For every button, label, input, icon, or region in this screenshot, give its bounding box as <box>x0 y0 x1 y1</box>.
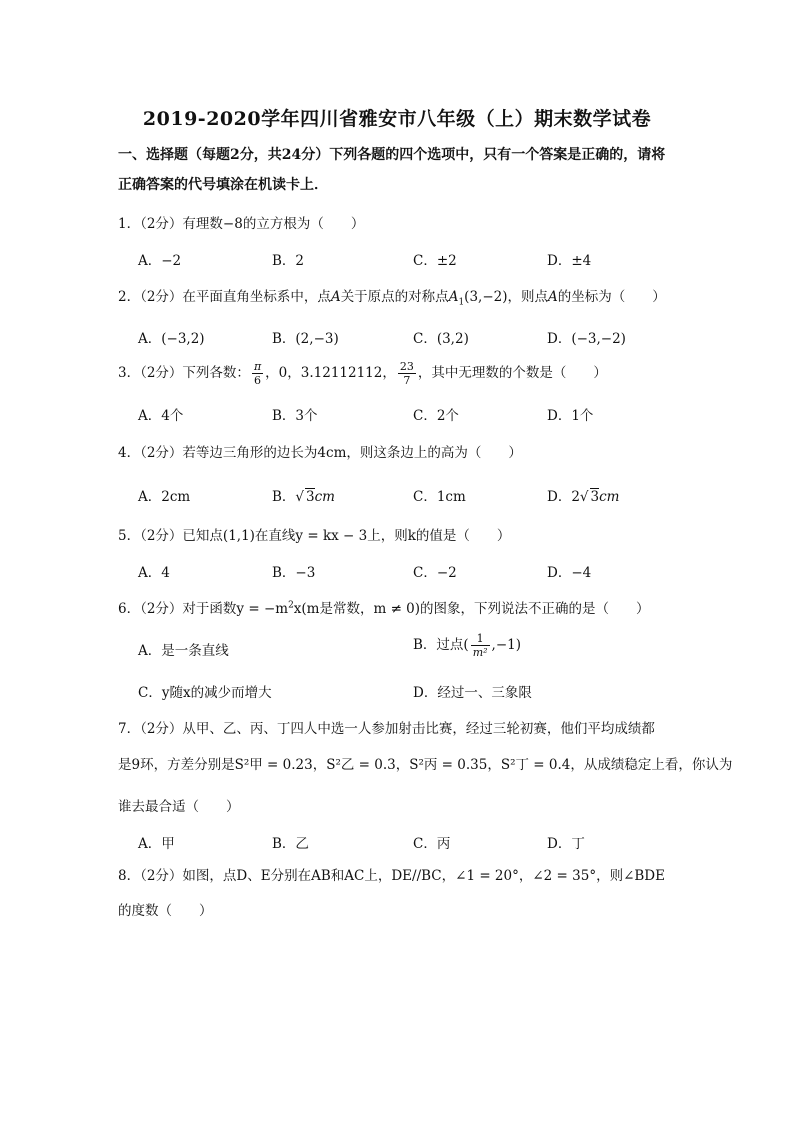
section-line-1: 一、选择题（每题2分，共24分）下列各题的四个选项中，只有一个答案是正确的，请将 <box>118 147 666 163</box>
q1-option-d: D．±4 <box>547 253 592 269</box>
q4-option-d: D．2√ 3cm <box>547 489 620 505</box>
q6-option-d: D．经过一、三象限 <box>413 685 532 701</box>
q7-option-b: B．乙 <box>272 836 309 852</box>
fraction-1-over-m-squared: $\frac{1}{\text{m²}}$ <box>472 632 488 659</box>
q5-option-d: D．−4 <box>547 565 592 581</box>
q6-option-a: A．是一条直线 <box>138 643 229 659</box>
q7-option-c: C．丙 <box>413 836 451 852</box>
q1-option-a: A．−2 <box>138 253 182 269</box>
q1-option-c: C．±2 <box>413 253 457 269</box>
q1-option-b: B．2 <box>272 253 305 269</box>
q7-option-a: A．甲 <box>138 836 175 852</box>
question-3-stem: 3．（2分）下列各数： $\frac{\pi}{6}$ ，0，3.12112112， $\frac{23}{7}$ ，其中无理数的个数是（ ） <box>118 360 607 387</box>
question-5-stem: 5．（2分）已知点(1,1)在直线y = kx − 3上，则k的值是（ ） <box>118 528 511 544</box>
question-7-line-3: 谁去最合适（ ） <box>118 799 240 815</box>
question-8-line-2: 的度数（ ） <box>118 903 213 919</box>
question-7-line-2: 是9环，方差分别是S²甲 = 0.23，S²乙 = 0.3，S²丙 = 0.35，S²丁 = 0.4，从成绩稳定上看，你认为 <box>118 757 733 773</box>
q2-option-d: D．(−3,−2) <box>547 331 626 347</box>
q4-option-b: B．√ 3cm <box>272 489 335 505</box>
q6-option-b: B．过点( $\frac{1}{\text{m²}}$ ,−1) <box>413 632 521 659</box>
q4-option-c: C．1cm <box>413 489 466 505</box>
question-1-stem: 1．（2分）有理数−8的立方根为（ ） <box>118 216 365 232</box>
q5-option-b: B．−3 <box>272 565 316 581</box>
section-line-2: 正确答案的代号填涂在机读卡上． <box>118 177 328 193</box>
question-8-line-1: 8．（2分）如图，点D、E分别在AB和AC上，DE//BC，∠1 = 20°，∠2 = 35°，则∠BDE <box>118 868 665 884</box>
q2-option-a: A．(−3,2) <box>138 331 205 347</box>
q3-option-b: B．3个 <box>272 408 318 424</box>
q3-option-a: A．4个 <box>138 408 184 424</box>
q6-option-c: C．y随x的减少而增大 <box>138 685 272 701</box>
fraction-pi-over-6: $\frac{\pi}{6}$ <box>253 360 262 387</box>
section-heading <box>118 140 688 200</box>
q2-option-c: C．(3,2) <box>413 331 469 347</box>
question-6-stem: 6．（2分）对于函数$y = -m^2x(m$是常数，m ≠ 0)的图象，下列说法不正确的是（ ） <box>118 600 650 617</box>
q3-option-c: C．2个 <box>413 408 459 424</box>
q7-option-d: D．丁 <box>547 836 585 852</box>
q2-option-b: B．(2,−3) <box>272 331 339 347</box>
q5-option-a: A．4 <box>138 565 170 581</box>
fraction-23-over-7: $\frac{23}{7}$ <box>399 360 414 387</box>
page-title: 2019-2020学年四川省雅安市八年级（上）期末数学试卷 <box>142 108 652 130</box>
question-7-line-1: 7．（2分）从甲、乙、丙、丁四人中选一人参加射击比赛，经过三轮初赛，他们平均成绩都 <box>118 721 655 737</box>
question-4-stem: 4．（2分）若等边三角形的边长为4cm，则这条边上的高为（ ） <box>118 445 522 461</box>
q4-option-a: A．2cm <box>138 489 191 505</box>
q5-option-c: C．−2 <box>413 565 457 581</box>
q3-option-d: D．1个 <box>547 408 594 424</box>
question-2-stem: 2．（2分）在平面直角坐标系中，点A关于原点的对称点$A_1(3,-2)$，则点A的坐标为（ ） <box>118 289 666 308</box>
